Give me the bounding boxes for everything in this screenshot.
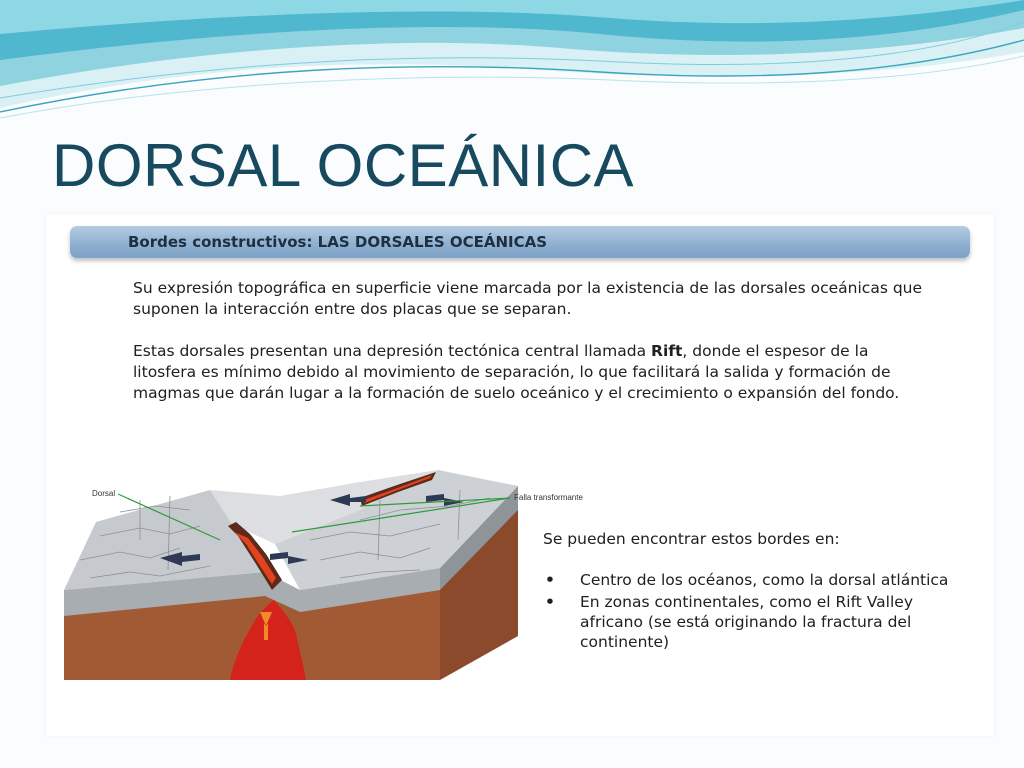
topography-paragraph: Su expresión topográfica en superficie viene marcada por la existencia de las dorsales oceánicas que suponen la interacción entre dos placas que se separan. (133, 279, 923, 318)
list-item-text: En zonas continentales, como el Rift Valley africano (se está originando la fractura del continente) (580, 593, 914, 651)
list-item-text: Centro de los océanos, como la dorsal atlántica (580, 571, 949, 589)
section-header-label: Bordes constructivos: LAS DORSALES OCEÁNICAS (128, 233, 548, 251)
slide-title: DORSAL OCEÁNICA (52, 132, 635, 199)
ridge-block-diagram (60, 440, 583, 685)
rift-paragraph-start: Estas dorsales presentan una depresión tectónica central llamada (133, 342, 652, 360)
ridge-label: Dorsal (92, 489, 116, 498)
list-bullet: • (545, 593, 555, 611)
transform-fault-label: Falla transformante (514, 493, 583, 502)
rift-paragraph-end: , donde el espesor de la litosfera es mínimo debido al movimiento de separación, lo que facilitará la salida y formación de magmas que darán lugar a la formación de suelo oceánico y el crecimiento o expansión del fondo. (133, 342, 900, 402)
list-item (543, 570, 963, 590)
section-header-bar (70, 226, 970, 258)
locations-list (543, 570, 963, 654)
list-item (543, 592, 963, 652)
list-bullet: • (545, 571, 555, 589)
decorative-waves (0, 0, 1024, 130)
locations-intro: Se pueden encontrar estos bordes en: (543, 530, 840, 548)
rift-paragraph (133, 341, 923, 404)
rift-term: Rift (651, 342, 683, 360)
